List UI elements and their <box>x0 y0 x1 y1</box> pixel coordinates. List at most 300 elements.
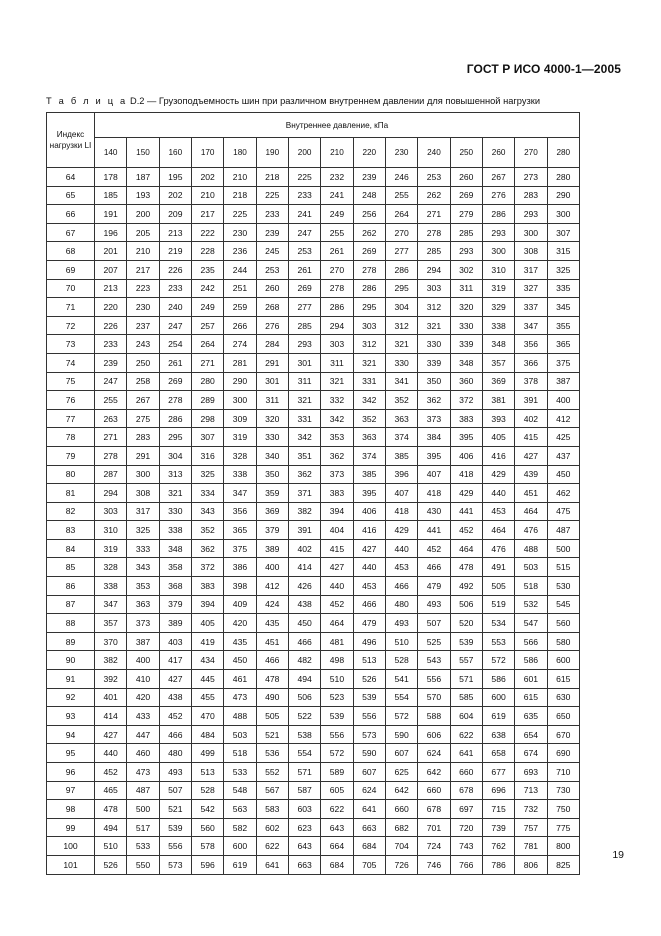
capacity-cell: 766 <box>450 855 482 874</box>
capacity-cell: 357 <box>95 614 127 633</box>
capacity-cell: 450 <box>288 614 320 633</box>
capacity-cell: 329 <box>482 298 514 317</box>
capacity-cell: 313 <box>159 465 191 484</box>
capacity-cell: 202 <box>159 186 191 205</box>
load-index-header: Индекс нагрузки LI <box>47 113 95 168</box>
capacity-cell: 287 <box>95 465 127 484</box>
table-row <box>47 763 580 782</box>
capacity-cell: 373 <box>321 465 353 484</box>
capacity-cell: 295 <box>385 279 417 298</box>
capacity-cell: 496 <box>353 632 385 651</box>
capacity-cell: 556 <box>321 725 353 744</box>
load-index-cell: 90 <box>47 651 95 670</box>
capacity-cell: 280 <box>547 168 579 187</box>
pressure-group-header: Внутреннее давление, кПа <box>95 113 580 138</box>
capacity-cell: 476 <box>482 539 514 558</box>
capacity-cell: 320 <box>450 298 482 317</box>
capacity-cell: 247 <box>288 223 320 242</box>
capacity-cell: 630 <box>547 688 579 707</box>
capacity-cell: 249 <box>321 205 353 224</box>
capacity-cell: 347 <box>95 595 127 614</box>
load-index-cell: 100 <box>47 837 95 856</box>
table-row <box>47 372 580 391</box>
capacity-cell: 419 <box>191 632 223 651</box>
capacity-cell: 276 <box>256 316 288 335</box>
capacity-cell: 641 <box>256 855 288 874</box>
capacity-cell: 464 <box>450 539 482 558</box>
capacity-cell: 387 <box>547 372 579 391</box>
capacity-cell: 523 <box>321 688 353 707</box>
capacity-cell: 226 <box>95 316 127 335</box>
capacity-cell: 303 <box>418 279 450 298</box>
capacity-cell: 321 <box>418 316 450 335</box>
capacity-cell: 387 <box>127 632 159 651</box>
load-index-cell: 69 <box>47 260 95 279</box>
table-row <box>47 502 580 521</box>
capacity-cell: 539 <box>321 707 353 726</box>
capacity-cell: 429 <box>482 465 514 484</box>
capacity-cell: 510 <box>385 632 417 651</box>
capacity-cell: 663 <box>353 818 385 837</box>
capacity-cell: 334 <box>191 484 223 503</box>
capacity-cell: 690 <box>547 744 579 763</box>
table-row <box>47 725 580 744</box>
capacity-cell: 410 <box>127 670 159 689</box>
capacity-cell: 327 <box>515 279 547 298</box>
capacity-cell: 202 <box>191 168 223 187</box>
capacity-cell: 394 <box>321 502 353 521</box>
capacity-cell: 303 <box>95 502 127 521</box>
capacity-cell: 338 <box>95 577 127 596</box>
load-index-cell: 74 <box>47 353 95 372</box>
capacity-cell: 438 <box>159 688 191 707</box>
capacity-cell: 572 <box>321 744 353 763</box>
capacity-cell: 372 <box>191 558 223 577</box>
capacity-cell: 586 <box>515 651 547 670</box>
capacity-cell: 309 <box>224 409 256 428</box>
capacity-cell: 696 <box>482 781 514 800</box>
capacity-cell: 330 <box>450 316 482 335</box>
capacity-cell: 466 <box>418 558 450 577</box>
capacity-cell: 643 <box>288 837 320 856</box>
capacity-cell: 335 <box>547 279 579 298</box>
capacity-cell: 519 <box>482 595 514 614</box>
capacity-cell: 440 <box>385 539 417 558</box>
capacity-cell: 427 <box>95 725 127 744</box>
capacity-cell: 825 <box>547 855 579 874</box>
capacity-cell: 300 <box>547 205 579 224</box>
capacity-cell: 554 <box>288 744 320 763</box>
capacity-cell: 518 <box>515 577 547 596</box>
capacity-cell: 321 <box>321 372 353 391</box>
capacity-cell: 196 <box>95 223 127 242</box>
capacity-cell: 435 <box>224 632 256 651</box>
capacity-cell: 438 <box>288 595 320 614</box>
capacity-cell: 289 <box>191 391 223 410</box>
capacity-cell: 762 <box>482 837 514 856</box>
capacity-cell: 601 <box>515 670 547 689</box>
capacity-cell: 557 <box>450 651 482 670</box>
capacity-cell: 452 <box>159 707 191 726</box>
capacity-cell: 218 <box>256 168 288 187</box>
capacity-cell: 556 <box>418 670 450 689</box>
capacity-cell: 294 <box>418 260 450 279</box>
capacity-cell: 600 <box>224 837 256 856</box>
capacity-cell: 269 <box>450 186 482 205</box>
capacity-cell: 286 <box>385 260 417 279</box>
capacity-cell: 590 <box>385 725 417 744</box>
capacity-cell: 464 <box>482 521 514 540</box>
capacity-cell: 580 <box>547 632 579 651</box>
capacity-cell: 573 <box>353 725 385 744</box>
capacity-cell: 307 <box>547 223 579 242</box>
capacity-cell: 505 <box>482 577 514 596</box>
load-index-cell: 73 <box>47 335 95 354</box>
capacity-cell: 670 <box>547 725 579 744</box>
capacity-cell: 317 <box>515 260 547 279</box>
capacity-cell: 389 <box>159 614 191 633</box>
capacity-cell: 510 <box>321 670 353 689</box>
capacity-cell: 550 <box>127 855 159 874</box>
table-row <box>47 632 580 651</box>
capacity-cell: 285 <box>418 242 450 261</box>
capacity-cell: 246 <box>385 168 417 187</box>
capacity-cell: 396 <box>385 465 417 484</box>
capacity-cell: 720 <box>450 818 482 837</box>
capacity-cell: 427 <box>353 539 385 558</box>
capacity-cell: 386 <box>224 558 256 577</box>
table-row <box>47 298 580 317</box>
capacity-cell: 210 <box>224 168 256 187</box>
capacity-cell: 545 <box>547 595 579 614</box>
capacity-cell: 424 <box>256 595 288 614</box>
capacity-cell: 277 <box>385 242 417 261</box>
capacity-cell: 339 <box>450 335 482 354</box>
capacity-cell: 503 <box>224 725 256 744</box>
load-index-cell: 92 <box>47 688 95 707</box>
capacity-cell: 739 <box>482 818 514 837</box>
load-index-cell: 94 <box>47 725 95 744</box>
table-row <box>47 335 580 354</box>
capacity-cell: 307 <box>191 428 223 447</box>
capacity-cell: 330 <box>256 428 288 447</box>
capacity-cell: 525 <box>418 632 450 651</box>
capacity-cell: 369 <box>256 502 288 521</box>
capacity-cell: 300 <box>515 223 547 242</box>
table-row <box>47 818 580 837</box>
capacity-cell: 563 <box>224 800 256 819</box>
capacity-cell: 191 <box>95 205 127 224</box>
capacity-cell: 311 <box>256 391 288 410</box>
capacity-cell: 290 <box>547 186 579 205</box>
capacity-cell: 445 <box>191 670 223 689</box>
load-index-cell: 88 <box>47 614 95 633</box>
capacity-cell: 362 <box>418 391 450 410</box>
capacity-cell: 615 <box>515 688 547 707</box>
capacity-cell: 726 <box>385 855 417 874</box>
capacity-cell: 440 <box>482 484 514 503</box>
capacity-cell: 365 <box>224 521 256 540</box>
table-row <box>47 781 580 800</box>
capacity-cell: 453 <box>482 502 514 521</box>
capacity-cell: 271 <box>95 428 127 447</box>
capacity-cell: 270 <box>321 260 353 279</box>
capacity-cell: 343 <box>127 558 159 577</box>
capacity-cell: 416 <box>353 521 385 540</box>
capacity-cell: 781 <box>515 837 547 856</box>
capacity-cell: 660 <box>385 800 417 819</box>
capacity-cell: 209 <box>159 205 191 224</box>
capacity-cell: 308 <box>515 242 547 261</box>
capacity-cell: 402 <box>515 409 547 428</box>
capacity-cell: 259 <box>224 298 256 317</box>
capacity-cell: 539 <box>353 688 385 707</box>
capacity-cell: 493 <box>159 763 191 782</box>
capacity-cell: 507 <box>159 781 191 800</box>
load-index-cell: 65 <box>47 186 95 205</box>
capacity-cell: 278 <box>418 223 450 242</box>
capacity-cell: 582 <box>224 818 256 837</box>
capacity-cell: 660 <box>418 781 450 800</box>
capacity-cell: 320 <box>256 409 288 428</box>
capacity-cell: 542 <box>191 800 223 819</box>
pressure-header-cell: 190 <box>256 138 288 168</box>
capacity-cell: 453 <box>385 558 417 577</box>
capacity-cell: 400 <box>256 558 288 577</box>
capacity-cell: 642 <box>418 763 450 782</box>
capacity-cell: 226 <box>159 260 191 279</box>
capacity-cell: 338 <box>482 316 514 335</box>
capacity-cell: 255 <box>321 223 353 242</box>
capacity-cell: 362 <box>288 465 320 484</box>
load-index-cell: 85 <box>47 558 95 577</box>
capacity-cell: 461 <box>224 670 256 689</box>
capacity-cell: 552 <box>256 763 288 782</box>
capacity-cell: 356 <box>224 502 256 521</box>
table-row <box>47 577 580 596</box>
capacity-cell: 596 <box>191 855 223 874</box>
capacity-cell: 417 <box>159 651 191 670</box>
capacity-cell: 228 <box>191 242 223 261</box>
capacity-cell: 278 <box>159 391 191 410</box>
capacity-cell: 283 <box>515 186 547 205</box>
capacity-cell: 187 <box>127 168 159 187</box>
load-index-cell: 72 <box>47 316 95 335</box>
capacity-cell: 493 <box>418 595 450 614</box>
capacity-cell: 453 <box>353 577 385 596</box>
capacity-cell: 391 <box>288 521 320 540</box>
capacity-cell: 321 <box>159 484 191 503</box>
capacity-cell: 447 <box>127 725 159 744</box>
capacity-cell: 218 <box>224 186 256 205</box>
capacity-cell: 316 <box>191 446 223 465</box>
capacity-cell: 533 <box>127 837 159 856</box>
capacity-cell: 269 <box>159 372 191 391</box>
capacity-cell: 340 <box>256 446 288 465</box>
capacity-cell: 603 <box>288 800 320 819</box>
capacity-cell: 494 <box>288 670 320 689</box>
capacity-cell: 300 <box>482 242 514 261</box>
capacity-cell: 528 <box>191 781 223 800</box>
caption-number: D.2 <box>129 96 145 106</box>
capacity-cell: 260 <box>256 279 288 298</box>
capacity-cell: 331 <box>353 372 385 391</box>
capacity-cell: 295 <box>353 298 385 317</box>
capacity-cell: 693 <box>515 763 547 782</box>
capacity-cell: 466 <box>159 725 191 744</box>
capacity-cell: 233 <box>95 335 127 354</box>
load-index-cell: 81 <box>47 484 95 503</box>
capacity-cell: 293 <box>288 335 320 354</box>
capacity-cell: 393 <box>482 409 514 428</box>
capacity-cell: 294 <box>95 484 127 503</box>
capacity-cell: 217 <box>191 205 223 224</box>
capacity-cell: 333 <box>127 539 159 558</box>
load-index-cell: 99 <box>47 818 95 837</box>
capacity-cell: 412 <box>547 409 579 428</box>
capacity-cell: 382 <box>95 651 127 670</box>
capacity-cell: 368 <box>159 577 191 596</box>
capacity-cell: 383 <box>191 577 223 596</box>
capacity-cell: 353 <box>321 428 353 447</box>
capacity-cell: 642 <box>385 781 417 800</box>
capacity-cell: 348 <box>482 335 514 354</box>
capacity-cell: 654 <box>515 725 547 744</box>
page-number: 19 <box>612 849 624 861</box>
capacity-cell: 684 <box>321 855 353 874</box>
load-index-cell: 64 <box>47 168 95 187</box>
capacity-cell: 452 <box>321 595 353 614</box>
table-row <box>47 614 580 633</box>
capacity-cell: 303 <box>321 335 353 354</box>
capacity-cell: 286 <box>321 298 353 317</box>
load-index-cell: 84 <box>47 539 95 558</box>
capacity-cell: 521 <box>159 800 191 819</box>
capacity-cell: 664 <box>321 837 353 856</box>
capacity-cell: 271 <box>191 353 223 372</box>
capacity-cell: 526 <box>95 855 127 874</box>
capacity-cell: 351 <box>288 446 320 465</box>
capacity-cell: 548 <box>224 781 256 800</box>
capacity-cell: 478 <box>256 670 288 689</box>
pressure-header-cell: 270 <box>515 138 547 168</box>
capacity-cell: 243 <box>127 335 159 354</box>
capacity-cell: 407 <box>418 465 450 484</box>
capacity-cell: 487 <box>127 781 159 800</box>
capacity-cell: 427 <box>159 670 191 689</box>
capacity-cell: 440 <box>353 558 385 577</box>
capacity-cell: 556 <box>159 837 191 856</box>
capacity-cell: 406 <box>353 502 385 521</box>
capacity-cell: 253 <box>256 260 288 279</box>
capacity-cell: 230 <box>127 298 159 317</box>
capacity-cell: 526 <box>353 670 385 689</box>
capacity-cell: 293 <box>450 242 482 261</box>
capacity-cell: 321 <box>288 391 320 410</box>
table-row <box>47 316 580 335</box>
capacity-cell: 347 <box>515 316 547 335</box>
capacity-cell: 207 <box>95 260 127 279</box>
load-index-cell: 79 <box>47 446 95 465</box>
capacity-cell: 775 <box>547 818 579 837</box>
capacity-cell: 365 <box>547 335 579 354</box>
capacity-cell: 412 <box>256 577 288 596</box>
capacity-cell: 325 <box>547 260 579 279</box>
capacity-cell: 480 <box>159 744 191 763</box>
capacity-cell: 341 <box>385 372 417 391</box>
capacity-cell: 530 <box>547 577 579 596</box>
capacity-cell: 440 <box>321 577 353 596</box>
table-row <box>47 260 580 279</box>
capacity-cell: 251 <box>224 279 256 298</box>
capacity-cell: 321 <box>385 335 417 354</box>
capacity-cell: 724 <box>418 837 450 856</box>
capacity-cell: 433 <box>127 707 159 726</box>
capacity-cell: 373 <box>127 614 159 633</box>
capacity-cell: 663 <box>288 855 320 874</box>
capacity-cell: 359 <box>256 484 288 503</box>
capacity-cell: 304 <box>385 298 417 317</box>
table-row <box>47 391 580 410</box>
capacity-cell: 427 <box>515 446 547 465</box>
capacity-cell: 312 <box>385 316 417 335</box>
capacity-cell: 441 <box>418 521 450 540</box>
capacity-cell: 193 <box>127 186 159 205</box>
capacity-cell: 277 <box>288 298 320 317</box>
capacity-cell: 295 <box>159 428 191 447</box>
pressure-header-cell: 170 <box>191 138 223 168</box>
capacity-cell: 372 <box>450 391 482 410</box>
table-row <box>47 707 580 726</box>
capacity-cell: 415 <box>515 428 547 447</box>
capacity-cell: 255 <box>95 391 127 410</box>
capacity-cell: 195 <box>159 168 191 187</box>
capacity-cell: 254 <box>159 335 191 354</box>
capacity-cell: 400 <box>127 651 159 670</box>
capacity-cell: 382 <box>288 502 320 521</box>
capacity-cell: 210 <box>127 242 159 261</box>
capacity-cell: 503 <box>515 558 547 577</box>
capacity-cell: 478 <box>450 558 482 577</box>
capacity-cell: 284 <box>256 335 288 354</box>
capacity-cell: 262 <box>353 223 385 242</box>
capacity-cell: 332 <box>321 391 353 410</box>
capacity-cell: 600 <box>482 688 514 707</box>
capacity-cell: 506 <box>450 595 482 614</box>
load-index-cell: 83 <box>47 521 95 540</box>
capacity-cell: 682 <box>385 818 417 837</box>
capacity-cell: 684 <box>353 837 385 856</box>
capacity-cell: 409 <box>224 595 256 614</box>
table-row <box>47 521 580 540</box>
table-row <box>47 558 580 577</box>
capacity-cell: 520 <box>450 614 482 633</box>
capacity-cell: 499 <box>191 744 223 763</box>
pressure-header-cell: 280 <box>547 138 579 168</box>
capacity-cell: 505 <box>256 707 288 726</box>
capacity-cell: 455 <box>191 688 223 707</box>
capacity-cell: 715 <box>482 800 514 819</box>
capacity-cell: 513 <box>353 651 385 670</box>
pressure-header-cell: 230 <box>385 138 417 168</box>
capacity-cell: 250 <box>127 353 159 372</box>
capacity-cell: 600 <box>547 651 579 670</box>
capacity-cell: 350 <box>256 465 288 484</box>
capacity-cell: 590 <box>353 744 385 763</box>
capacity-cell: 481 <box>321 632 353 651</box>
capacity-cell: 571 <box>450 670 482 689</box>
capacity-cell: 264 <box>191 335 223 354</box>
